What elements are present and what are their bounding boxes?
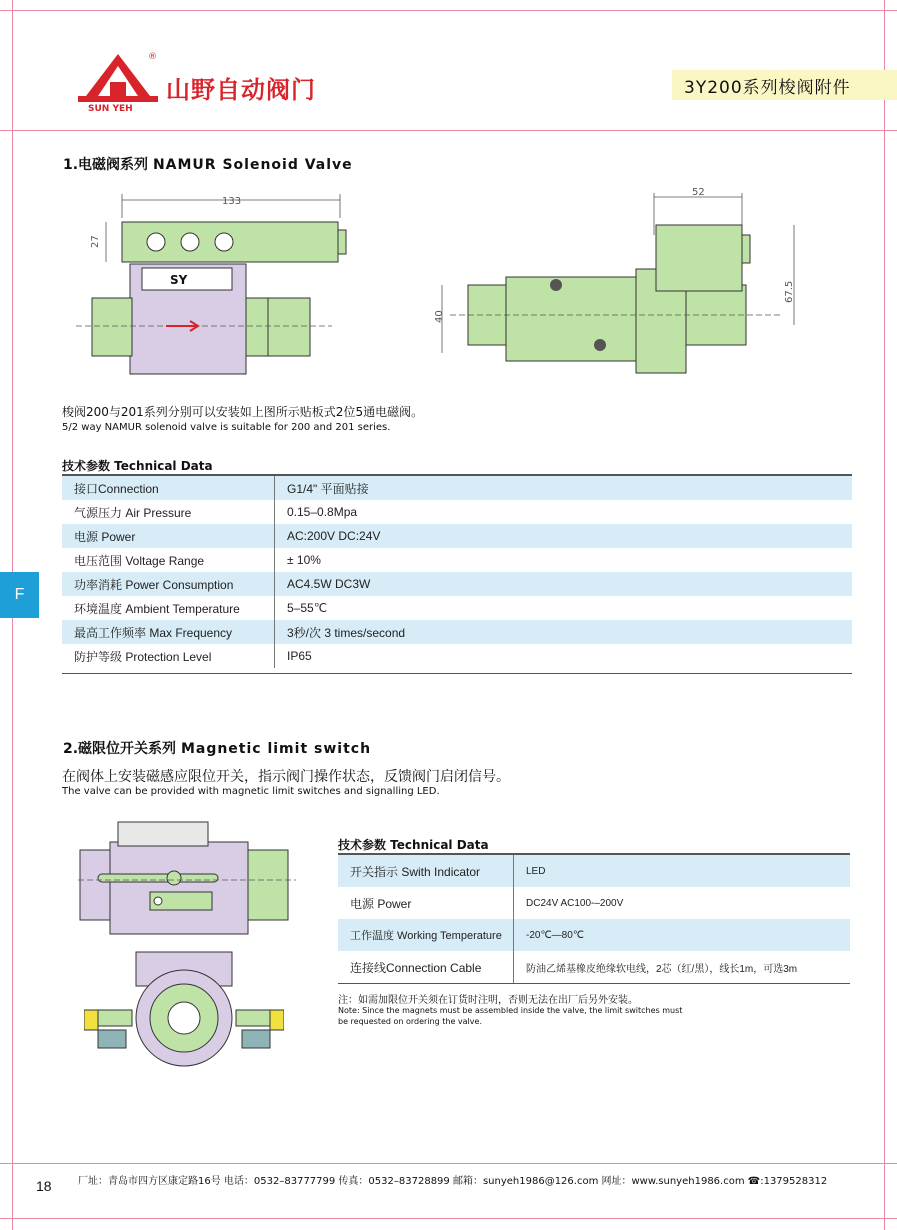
table-cell-value: 防油乙烯基橡皮绝缘软电线，2芯（红/黑），线长1m，可选3m [526,963,798,975]
section2-title-en: Magnetic limit switch [180,741,372,757]
table-cell-value: AC:200V DC:24V [275,524,853,548]
table-row [338,919,850,951]
brand-name-cn: 山野自动阀门 [166,76,316,104]
limit-switch-front-drawing [84,950,284,1070]
table-row [62,524,852,548]
section1-title-en: NAMUR Solenoid Valve [152,157,353,173]
nameplate-label: SY [170,273,188,287]
table-row [62,644,852,668]
section2-title-cn: 2.磁限位开关系列 [63,741,177,757]
table-row [338,951,850,983]
table-cell-value: ± 10% [287,553,321,567]
table-row [62,572,852,596]
footer-contact: 厂址：青岛市四方区康定路16号 电话：0532–83777799 传真：0532–83728899 邮箱：sunyeh1986@126.com 网址：www.sunyeh1986.com ☎:1379528312 [78,1176,828,1187]
solenoid-side-drawing [430,185,800,385]
table-row [62,620,852,644]
table-cell-label: 气源压力 Air Pressure [62,500,275,524]
table-cell-label: 工作温度 Working Temperature [338,919,514,951]
table-cell-value: DC24V AC100-–200V [526,897,624,909]
table-cell-label: 防护等级 Protection Level [62,644,275,668]
table-cell-label: 电压范围 Voltage Range [62,548,275,572]
table-cell-value: IP65 [287,649,312,663]
dim-height-label: 27 [90,235,101,248]
table-cell-label: 电源 Power [338,887,514,919]
section1-desc-en: 5/2 way NAMUR solenoid valve is suitable for 200 and 201 series. [62,422,391,433]
trim-line-header [0,130,897,131]
dim-width-label: 133 [222,196,242,207]
dim-height2-label: 67.5 [784,280,795,303]
table-row [62,596,852,620]
section2-desc-cn: 在阀体上安装磁感应限位开关，指示阀门操作状态，反馈阀门启闭信号。 [62,769,510,785]
section2-tech-table [338,855,850,983]
table1-bottom-rule [62,673,852,674]
trim-line-right [884,0,885,1230]
table-cell-label: 电源 Power [62,524,275,548]
table2-bottom-rule [338,983,850,984]
note-en-line1: Note: Since the magnets must be assembled inside the valve, the limit switches must [338,1006,683,1015]
header-series-title: 3Y200系列梭阀附件 [684,78,851,98]
table-cell-value: 3秒/次 3 times/second [275,620,853,644]
table-cell-label: 连接线Connection Cable [338,951,514,983]
registered-mark: ® [148,52,157,62]
table-cell-value: AC4.5W DC3W [275,572,853,596]
table-row [338,887,850,919]
table-cell-label: 开关指示 Swith Indicator [338,855,514,887]
dim-width2-label: 52 [692,187,705,198]
section2-table-caption: 技术参数 Technical Data [338,838,489,852]
table-cell-value: 5–55℃ [287,601,328,615]
table-cell-value: -20℃—80℃ [514,919,851,951]
table-cell-label: 最高工作频率 Max Frequency [62,620,275,644]
section1-desc-cn: 梭阀200与201系列分别可以安装如上图所示贴板式2位5通电磁阀。 [62,405,424,419]
trim-line-footer [0,1163,897,1164]
table-row [62,476,852,500]
section1-title [63,154,353,174]
trim-line-bottom [0,1218,897,1219]
note-cn: 注：如需加限位开关须在订货时注明，否则无法在出厂后另外安装。 [338,995,638,1006]
table-cell-label: 功率消耗 Power Consumption [62,572,275,596]
note-en-line2: be requested on ordering the valve. [338,1017,482,1026]
page-number: 18 [36,1178,52,1194]
table-row [338,855,850,887]
section1-title-cn: 1.电磁阀系列 [63,157,149,173]
section1-tech-table [62,476,852,668]
dim-height3-label: 40 [434,310,445,323]
brand-name-en: SUN YEH [88,104,133,114]
table-cell-value: G1/4" 平面贴接 [275,476,853,500]
section2-desc-en: The valve can be provided with magnetic limit switches and signalling LED. [62,786,440,797]
table-cell-value: 0.15–0.8Mpa [287,505,358,519]
table-cell-value: LED [514,855,851,887]
table-row [62,548,852,572]
section1-table-caption: 技术参数 Technical Data [62,459,213,473]
side-tab: F [0,572,39,618]
table-cell-label: 环境温度 Ambient Temperature [62,596,275,620]
section2-title [63,738,371,758]
solenoid-front-drawing [70,190,360,390]
trim-line-top [0,10,897,11]
table-cell-label: 接口Connection [62,476,275,500]
table-row [62,500,852,524]
limit-switch-side-drawing [78,820,298,940]
